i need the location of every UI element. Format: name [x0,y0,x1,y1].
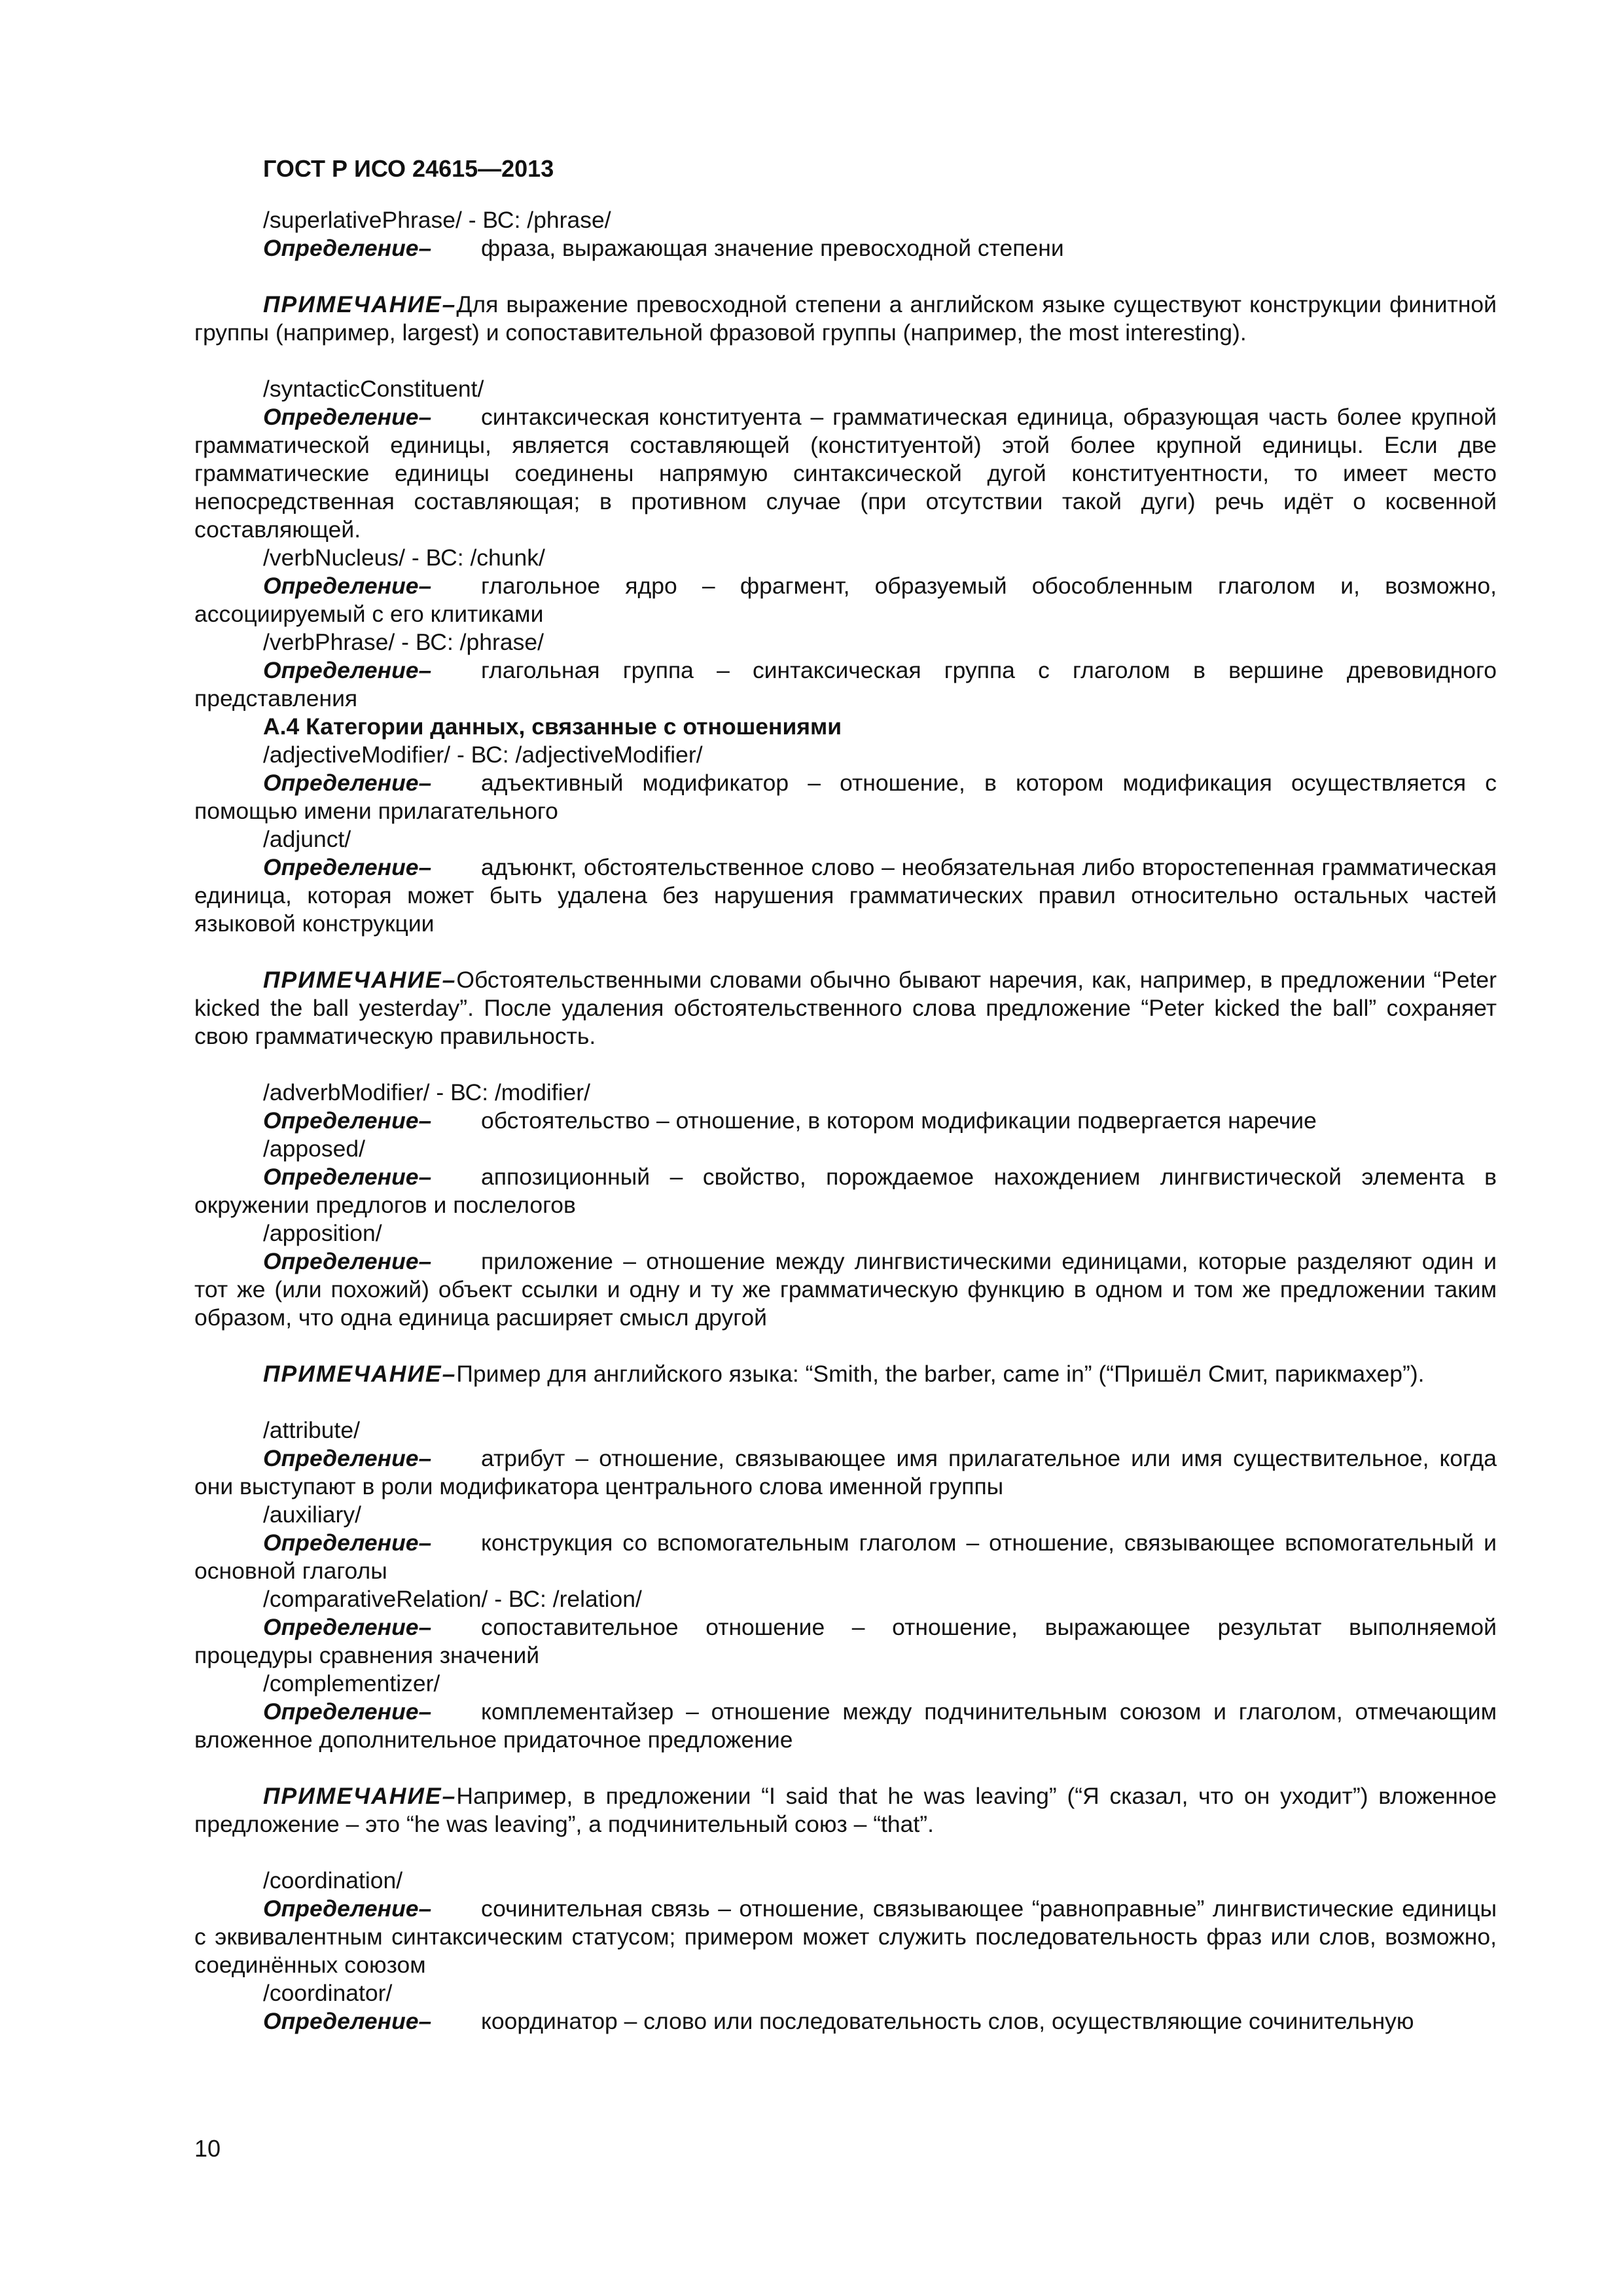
definition-label: Определение– [263,1445,432,1471]
definition-label: Определение– [263,1614,432,1640]
definition-complementizer [194,1698,1497,1754]
definition-attribute [194,1444,1497,1501]
term-adverb-modifier: /adverbModifier/ - ВС: /modifier/ [263,1079,590,1105]
definition-label: Определение– [263,657,432,683]
definition-text: адъюнкт, обстоятельственное слово – необязательная либо второстепенная грамматическая единица, которая может быть удалена без нарушения грамматических правил относительно остальных частей языковой конструкции [194,854,1497,937]
definition-label: Определение– [263,770,432,796]
definition-label: Определение– [263,1107,432,1134]
definition-label: Определение– [263,1698,432,1725]
note-label: ПРИМЕЧАНИЕ– [263,291,457,317]
term-superlative-phrase: /superlativePhrase/ - ВС: /phrase/ [263,207,611,233]
definition-auxiliary [194,1529,1497,1585]
definition-superlative-phrase [194,234,1497,262]
note-adjunct [194,966,1497,1050]
term-coordination: /coordination/ [263,1867,403,1893]
definition-label: Определение– [263,1164,432,1190]
definition-text: глагольное ядро – фрагмент, образуемый обособленным глаголом и, возможно, ассоциируемый с его клитиками [194,573,1497,627]
definition-label: Определение– [263,235,432,261]
definition-coordination [194,1895,1497,1979]
definition-text: координатор – слово или последовательность слов, осуществляющие сочинительную [481,2008,1414,2034]
document-page [194,154,1497,2036]
definition-apposition [194,1247,1497,1332]
term-adjective-modifier: /adjectiveModifier/ - ВС: /adjectiveModifier/ [263,742,703,768]
term-apposed: /apposed/ [263,1136,365,1162]
note-text: Для выражение превосходной степени а английском языке существуют конструкции финитной группы (например, largest) и сопоставительной фразовой группы (например, the most interesting). [194,291,1497,346]
term-syntactic-constituent: /syntacticConstituent/ [263,376,484,402]
definition-label: Определение– [263,1530,432,1556]
definition-apposed [194,1163,1497,1219]
term-verb-phrase: /verbPhrase/ - ВС: /phrase/ [263,629,544,655]
definition-text: адъективный модификатор – отношение, в котором модификация осуществляется с помощью имени прилагательного [194,770,1497,824]
definition-text: обстоятельство – отношение, в котором модификации подвергается наречие [481,1107,1317,1134]
definition-comparative-relation [194,1613,1497,1670]
term-attribute: /attribute/ [263,1417,360,1443]
definition-text: синтаксическая конституента – грамматическая единица, образующая часть более крупной грамматической единицы, является составляющей (конституентой) этой более крупной единицы. Если две грамматические единицы соединены напрямую синтаксической дугой конституентности, то имеет место непосредственная составляющая; в противном случае (при отсутствии такой дуги) речь идёт о косвенной составляющей. [194,404,1497,543]
term-apposition: /apposition/ [263,1220,382,1246]
definition-text: сопоставительное отношение – отношение, выражающее результат выполняемой процедуры сравнения значений [194,1614,1497,1668]
page-number: 10 [194,2135,221,2162]
term-verb-nucleus: /verbNucleus/ - ВС: /chunk/ [263,545,545,571]
term-auxiliary: /auxiliary/ [263,1501,361,1528]
document-header: ГОСТ Р ИСО 24615—2013 [263,155,554,182]
definition-text: глагольная группа – синтаксическая группа с глаголом в вершине древовидного представления [194,657,1497,711]
term-comparative-relation: /comparativeRelation/ - ВС: /relation/ [263,1586,642,1612]
definition-text: комплементайзер – отношение между подчинительным союзом и глаголом, отмечающим вложенное дополнительное придаточное предложение [194,1698,1497,1753]
note-label: ПРИМЕЧАНИЕ– [263,967,457,993]
note-text: Обстоятельственными словами обычно бывают наречия, как, например, в предложении “Peter kicked the ball yesterday”. После удаления обстоятельственного слова предложение “Peter kicked the ball” сохраняет свою грамматическую правильность. [194,967,1497,1049]
definition-coordinator [194,2007,1497,2036]
term-coordinator: /coordinator/ [263,1980,393,2006]
term-adjunct: /adjunct/ [263,826,351,852]
definition-label: Определение– [263,854,432,880]
definition-label: Определение– [263,1895,432,1922]
definition-label: Определение– [263,404,432,430]
definition-label: Определение– [263,1248,432,1274]
note-complementizer [194,1782,1497,1839]
definition-text: конструкция со вспомогательным глаголом – отношение, связывающее вспомогательный и основной глаголы [194,1530,1497,1584]
definition-verb-nucleus [194,572,1497,628]
note-text: Например, в предложении “I said that he was leaving” (“Я сказал, что он уходит”) вложенное предложение – это “he was leaving”, а подчинительный союз – “that”. [194,1783,1497,1837]
section-heading-a4: А.4 Категории данных, связанные с отношениями [263,713,842,740]
note-label: ПРИМЕЧАНИЕ– [263,1361,457,1387]
note-text: Пример для английского языка: “Smith, the barber, came in” (“Пришёл Смит, парикмахер”). [456,1361,1425,1387]
definition-adverb-modifier [194,1107,1497,1135]
definition-label: Определение– [263,573,432,599]
definition-adjunct [194,853,1497,938]
term-complementizer: /complementizer/ [263,1670,440,1696]
note-superlative [194,291,1497,347]
definition-text: приложение – отношение между лингвистическими единицами, которые разделяют один и тот же (или похожий) объект ссылки и одну и ту же грамматическую функцию в одном и том же предложении таким образом, что одна единица расширяет смысл другой [194,1248,1497,1331]
definition-label: Определение– [263,2008,432,2034]
note-label: ПРИМЕЧАНИЕ– [263,1783,457,1809]
definition-verb-phrase [194,656,1497,713]
definition-syntactic-constituent [194,403,1497,544]
definition-text: аппозиционный – свойство, порождаемое нахождением лингвистической элемента в окружении предлогов и послелогов [194,1164,1497,1218]
note-apposition [194,1360,1497,1388]
definition-text: сочинительная связь – отношение, связывающее “равноправные” лингвистические единицы с эквивалентным синтаксическим статусом; примером может служить последовательность фраз или слов, возможно, соединённых союзом [194,1895,1497,1978]
definition-text: фраза, выражающая значение превосходной степени [481,235,1064,261]
definition-text: атрибут – отношение, связывающее имя прилагательное или имя существительное, когда они выступают в роли модификатора центрального слова именной группы [194,1445,1497,1499]
definition-adjective-modifier [194,769,1497,825]
